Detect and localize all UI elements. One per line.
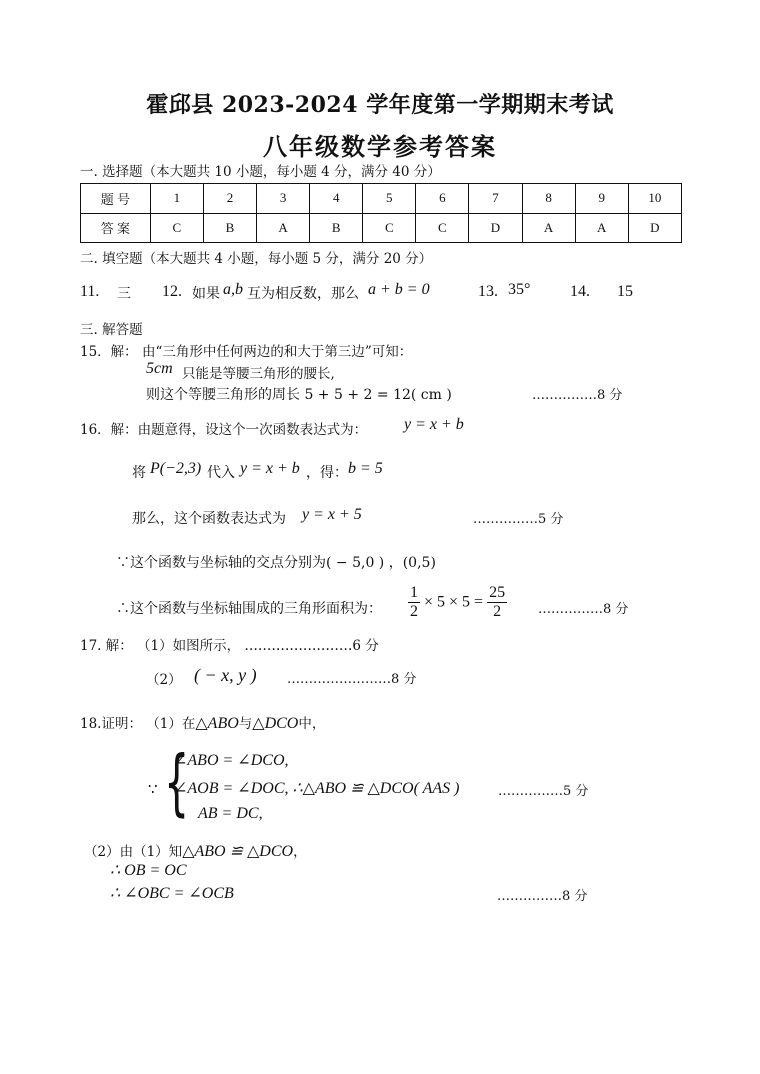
q16-area-expression: $\frac{1}{2}$ × 5 × 5 = $\frac{25}{2}$ <box>410 584 506 620</box>
q12-equation: a + b = 0 <box>368 281 430 298</box>
answer-cell: B <box>310 213 363 243</box>
question-number-cell: 6 <box>416 184 469 214</box>
q16-line1: 16．解：由题意得，设这个一次函数表达式为： <box>80 422 368 438</box>
system-line3: AB = DC, <box>198 805 263 822</box>
q16-area-text: ∴这个函数与坐标轴围成的三角形面积为： <box>116 601 382 617</box>
q16-equation2: y = x + b <box>240 460 300 477</box>
q18-ob-oc: ∴ OB = OC <box>110 862 187 879</box>
q16-score1: ……………5 分 <box>473 512 564 527</box>
q12-number: 12. <box>162 283 182 300</box>
q18-score1: ……………5 分 <box>498 784 589 799</box>
q16-into: 代入 <box>207 465 235 481</box>
system-line1: ∠ABO = ∠DCO, <box>174 752 289 769</box>
q15-line3: 则这个等腰三角形的周长 5 + 5 + 2 = 12( cm ) <box>146 387 452 403</box>
section1-heading: 一. 选择题（本大题共 10 小题，每小题 4 分，满分 40 分） <box>80 164 441 180</box>
answer-cell: C <box>363 213 416 243</box>
row-label-answer: 答 案 <box>81 213 151 243</box>
question-number-cell: 5 <box>363 184 416 214</box>
answer-cell: D <box>628 213 681 243</box>
answer-table <box>80 183 682 243</box>
q12-text: 如果 <box>192 286 220 302</box>
system-brace: { <box>164 740 190 824</box>
answer-cell: A <box>257 213 310 243</box>
q11-number: 11. <box>80 283 100 300</box>
q16-point: P(−2,3) <box>150 460 202 477</box>
q12-variables: a,b <box>223 281 243 298</box>
question-number-cell: 8 <box>522 184 575 214</box>
q17-score: ……………………8 分 <box>287 672 417 687</box>
answer-cell: A <box>522 213 575 243</box>
question-number-cell: 3 <box>257 184 310 214</box>
question-number-cell: 2 <box>203 184 256 214</box>
section3-heading: 三. 解答题 <box>80 322 143 338</box>
answer-cell: A <box>575 213 628 243</box>
q11-answer: 三 <box>117 286 131 302</box>
question-number-cell: 7 <box>469 184 522 214</box>
q15-line2: 只能是等腰三角形的腰长, <box>182 366 335 382</box>
q14-answer: 15 <box>617 283 633 300</box>
answer-key-subtitle: 八年级数学参考答案 <box>263 132 497 161</box>
answer-cell: C <box>416 213 469 243</box>
question-number-cell: 4 <box>310 184 363 214</box>
answer-cell: B <box>203 213 256 243</box>
q12-middle-text: 互为相反数，那么 <box>247 286 359 302</box>
question-number-cell: 1 <box>150 184 203 214</box>
q16-result: b = 5 <box>348 460 383 477</box>
q16-score2: ……………8 分 <box>538 602 629 617</box>
table-row <box>81 213 682 243</box>
q16-get: ，得： <box>306 465 348 481</box>
answer-cell: D <box>469 213 522 243</box>
q18-part2: （2）由（1）知△ABO ≌ △DCO， <box>84 843 307 860</box>
q16-intersections: ∵这个函数与坐标轴的交点分别为( − 5,0 ) ，(0,5) <box>116 555 436 571</box>
q15-score: ……………8 分 <box>532 388 623 403</box>
q17-part2-label: （2） <box>146 672 182 688</box>
q18-score2: ……………8 分 <box>497 889 588 904</box>
q16-line3: 那么，这个函数表达式为 <box>132 511 286 527</box>
system-line2: ∠AOB = ∠DOC, ∴△ABO ≌ △DCO( AAS ) <box>174 780 460 797</box>
because-symbol: ∵ <box>148 780 158 798</box>
q16-equation: y = x + b <box>404 416 464 433</box>
q15-line1: 15．解： 由“三角形中任何两边的和大于第三边”可知： <box>80 344 413 360</box>
question-number-cell: 10 <box>628 184 681 214</box>
question-number-cell: 9 <box>575 184 628 214</box>
q14-number: 14. <box>570 283 590 300</box>
q13-answer: 35° <box>508 281 531 298</box>
q18-line1: 18.证明： （1）在△ABO与△DCO中， <box>80 715 326 732</box>
q17-part2-answer: ( − x, y ) <box>194 665 257 685</box>
q17-line1: 17. 解： （1）如图所示， ……………………6 分 <box>80 638 379 654</box>
section2-heading: 二. 填空题（本大题共 4 小题，每小题 5 分，满分 20 分） <box>80 251 433 267</box>
table-row <box>81 184 682 214</box>
answer-cell: C <box>150 213 203 243</box>
q18-angle-equal: ∴ ∠OBC = ∠OCB <box>110 885 234 902</box>
q13-number: 13. <box>478 283 498 300</box>
row-label-number: 题 号 <box>81 184 151 214</box>
q15-length: 5cm <box>146 360 173 377</box>
exam-title: 霍邱县 2023-2024 学年度第一学期期末考试 <box>146 92 614 118</box>
q16-function: y = x + 5 <box>302 506 362 523</box>
q16-substitute: 将 <box>132 465 146 481</box>
fraction-25-over-2: $\frac{25}{2}$ <box>489 584 506 620</box>
fraction-one-half: $\frac{1}{2}$ <box>410 584 418 620</box>
